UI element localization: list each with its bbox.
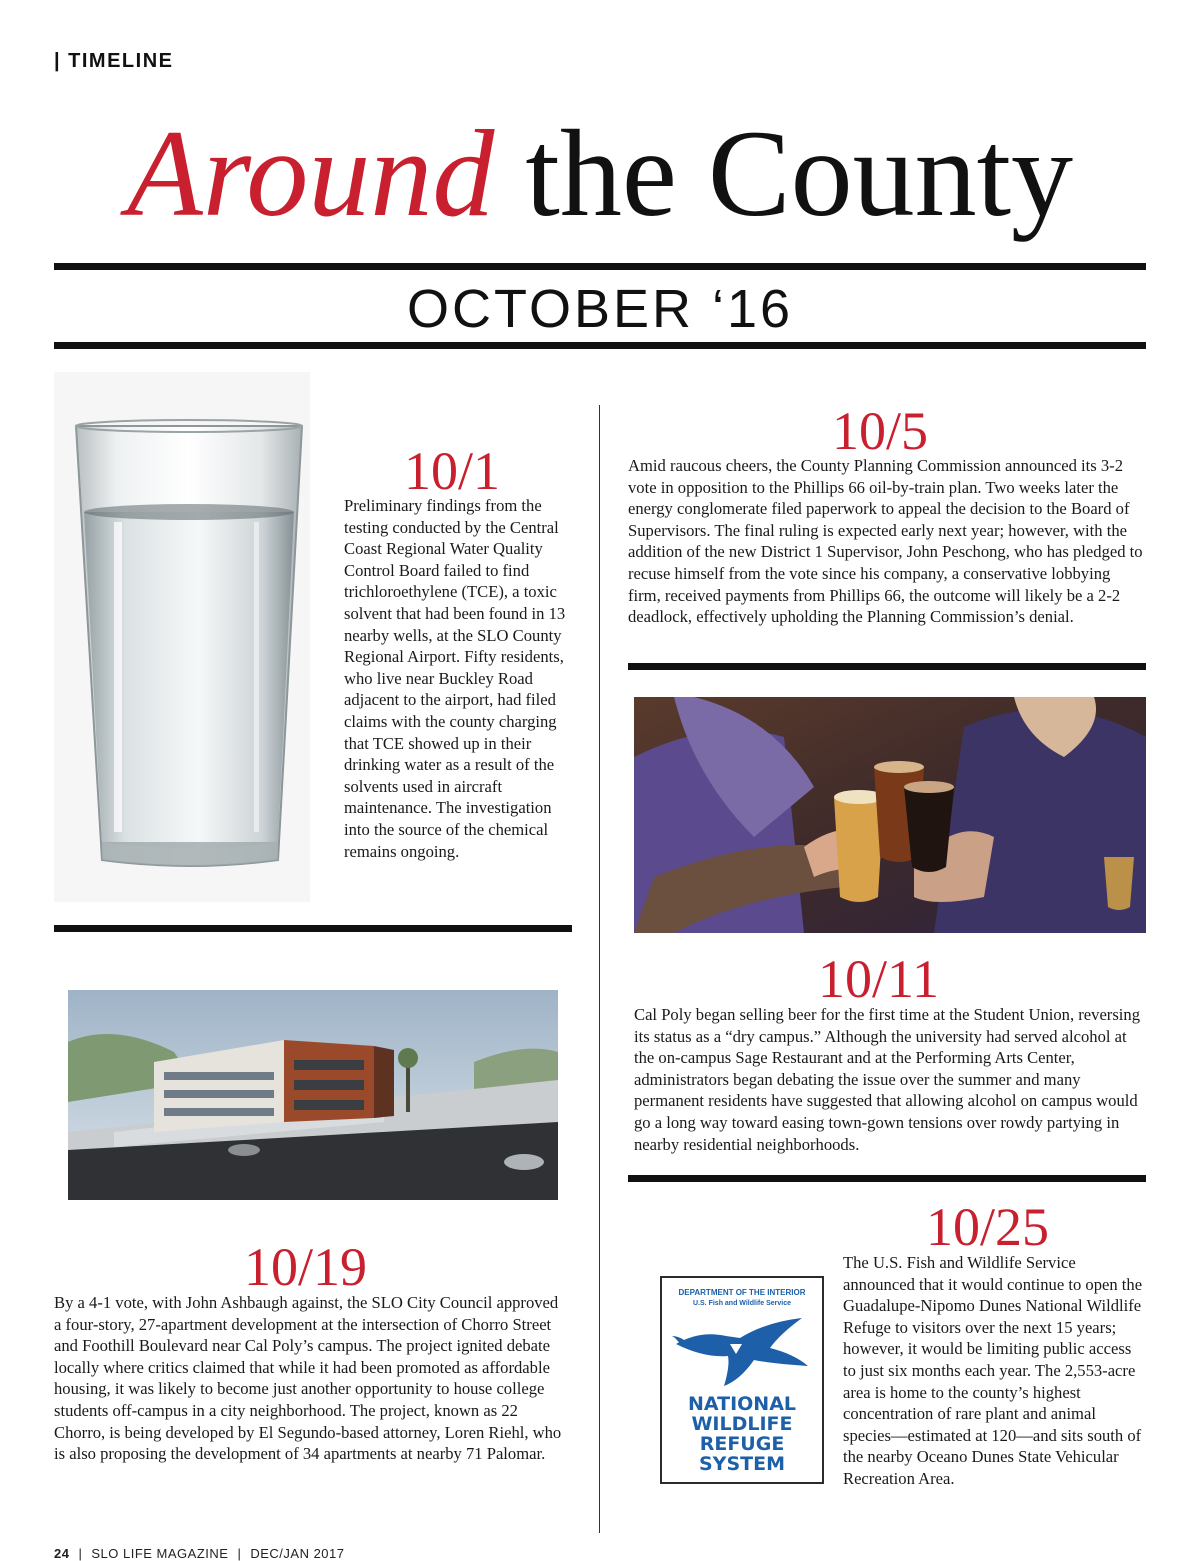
logo-title-line1: NATIONAL [687,1393,797,1415]
wildlife-refuge-logo [660,1276,824,1484]
building-rendering [54,972,562,1210]
beer-toast-photo [634,697,1146,933]
logo-title-line3: REFUGE [699,1433,785,1455]
logo-dept-line2: U.S. Fish and Wildlife Service [693,1300,791,1307]
date-10-1: 10/1 [404,441,501,501]
rule-right-2 [628,1175,1146,1182]
goose-icon [670,1314,814,1390]
logo-title [662,1394,822,1474]
page-footer: 24 | SLO LIFE MAGAZINE | DEC/JAN 2017 [54,1546,345,1561]
logo-title-line4: SYSTEM [699,1453,785,1475]
logo-title-line2: WILDLIFE [691,1413,793,1435]
section-label: | TIMELINE [54,50,174,72]
date-10-11: 10/11 [818,949,939,1009]
entry-10-1-text: Preliminary findings from the testing conducted by the Central Coast Regional Water Quality Control Board failed to find trichloroethylene (TCE), a toxic solvent that had been found in 13 nearby wells, at the SLO County Regional Airport. Fifty residents, who live near Buckley Road adjacent to the airport, had filed claims with the county charging that TCE showed up in their drinking water as a result of the solvents used in aircraft maintenance. The investigation into the source of the chemical remains ongoing. [344,496,566,861]
column-divider [599,405,600,1533]
rule-left-1 [54,925,572,932]
issue-date: DEC/JAN 2017 [250,1546,345,1561]
magazine-name: SLO LIFE MAGAZINE [91,1546,229,1561]
entry-10-25-text: The U.S. Fish and Wildlife Service announced that it would continue to open the Guadalupe-Nipomo Dunes National Wildlife Refuge to visitors over the next 15 years; however, it would be limiting public access to just six months each year. The 2,553-acre area is home to the county’s highest concentration of rare plant and animal species—estimated at 120—and sits south of the nearby Oceano Dunes State Vehicular Recreation Area. [843,1253,1143,1488]
page-title-accent: Around [126,105,495,242]
page-title-rest: the County [525,105,1074,242]
title-rule-top [54,263,1146,270]
date-10-25: 10/25 [926,1197,1050,1257]
month-heading: OCTOBER ‘16 [406,279,794,339]
date-10-5: 10/5 [832,401,929,461]
entry-10-19-text: By a 4-1 vote, with John Ashbaugh against, the SLO City Council approved a four-story, 27-apartment development at the intersection of Chorro Street and Foothill Boulevard near Cal Poly’s campus. The project ignited debate locally where critics claimed that while it had been promoted as affordable housing, it was likely to become just another opportunity to house college students off-campus in a city neighborhood. The project, known as 22 Chorro, is being developed by El Segundo-based attorney, Loren Riehl, who is also proposing the development of 34 apartments at nearby 71 Palomar. [54,1293,562,1464]
page-number: 24 [54,1546,70,1561]
rule-right-1 [628,663,1146,670]
logo-dept-line1: DEPARTMENT OF THE INTERIOR [678,1288,806,1297]
entry-10-11-text: Cal Poly began selling beer for the first time at the Student Union, reversing its status as a “dry campus.” Although the university had served alcohol at the on-campus Sage Restaurant and at the Performing Arts Center, administrators began debating the issue over the summer and many permanent residents have suggested that allowing alcohol on campus would go a long way toward easing town-gown tensions over rowdy partying in nearby residential neighborhoods. [634,1005,1140,1154]
title-rule-bottom [54,342,1146,349]
page-title [0,104,1200,244]
date-10-19: 10/19 [244,1237,368,1297]
entry-10-5-text: Amid raucous cheers, the County Planning Commission announced its 3-2 vote in opposition to the Phillips 66 oil-by-train plan. Two weeks later the energy conglomerate filed paperwork to appeal the decision to the Board of Supervisors. The final ruling is expected early next year; however, with the addition of the new District 1 Supervisor, John Peschong, who has pledged to recuse himself from the vote since his company, a conservative lobbying firm, received payments from Phillips 66, the outcome will likely be a 2-2 deadlock, effectively upholding the Planning Commission’s denial. [628,456,1143,627]
water-glass-photo [54,372,310,902]
